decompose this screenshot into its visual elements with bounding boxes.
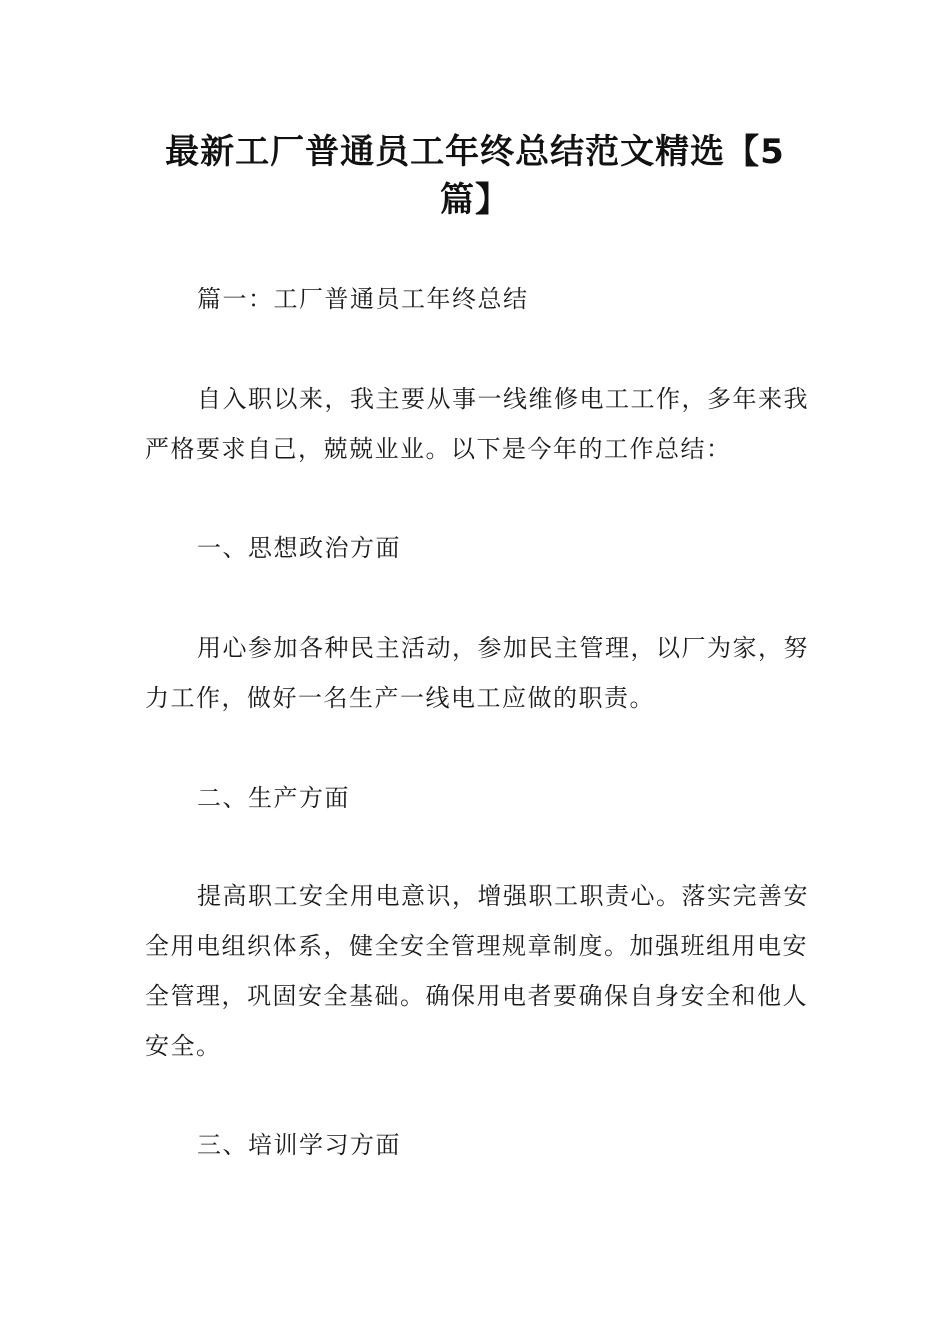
paragraph-ideology: 用心参加各种民主活动，参加民主管理，以厂为家，努力工作，做好一名生产一线电工应做的职责。 bbox=[145, 634, 809, 712]
section-heading-training: 三、培训学习方面 bbox=[197, 1131, 401, 1159]
section-heading-ideology: 一、思想政治方面 bbox=[197, 534, 401, 562]
section-heading-part-one: 篇一：工厂普通员工年终总结 bbox=[197, 285, 529, 313]
document-title: 最新工厂普通员工年终总结范文精选【5篇】 bbox=[165, 132, 785, 220]
paragraph-production: 提高职工安全用电意识，增强职工职责心。落实完善安全用电组织体系，健全安全管理规章制度。加强班组用电安全管理，巩固安全基础。确保用电者要确保自身安全和他人安全。 bbox=[145, 882, 809, 1060]
paragraph-intro: 自入职以来，我主要从事一线维修电工工作，多年来我严格要求自己，兢兢业业。以下是今年的工作总结： bbox=[145, 385, 809, 463]
section-heading-production: 二、生产方面 bbox=[197, 784, 350, 812]
